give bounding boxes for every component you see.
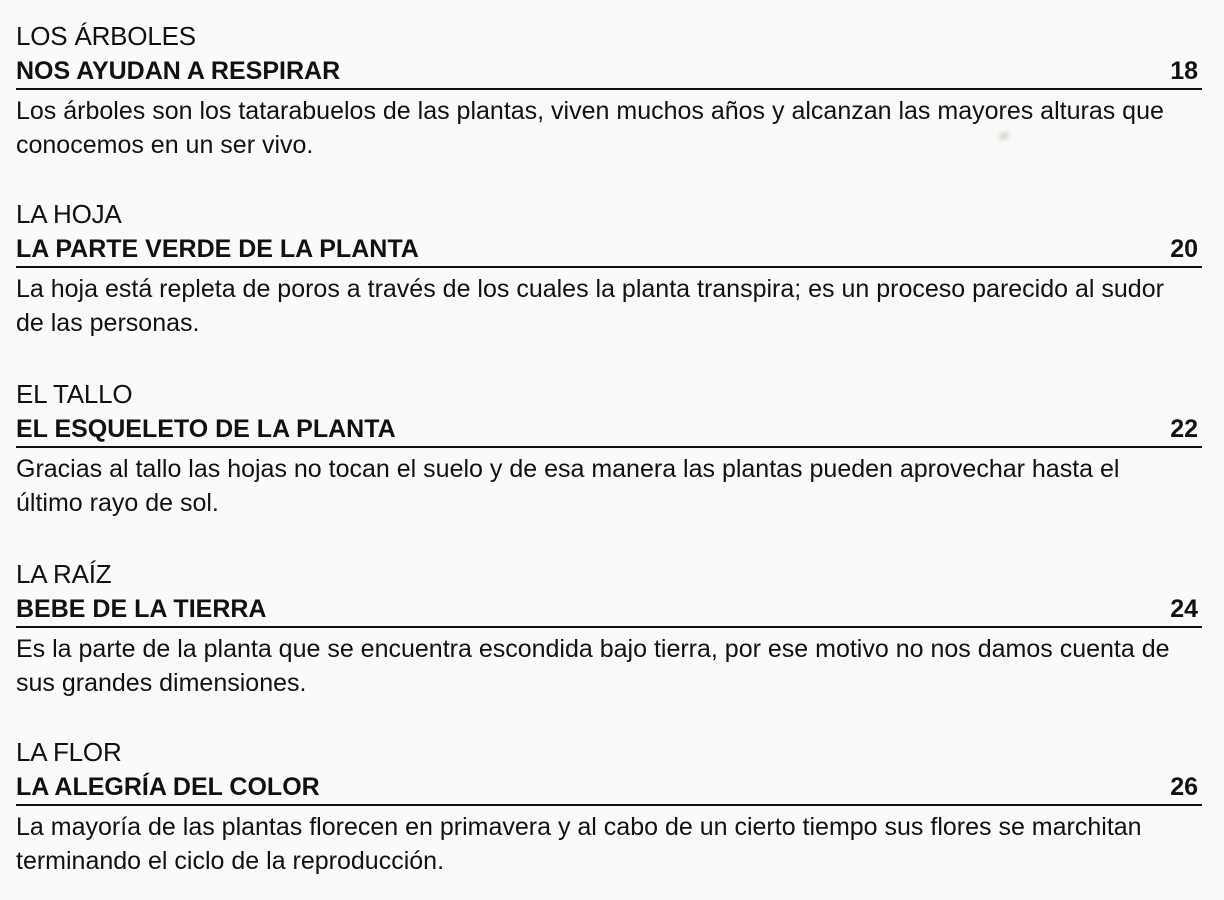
toc-entry-root (16, 558, 1202, 700)
section-page-number: 20 (1170, 235, 1198, 263)
section-heading-row (16, 768, 1202, 806)
section-page-number: 18 (1170, 57, 1198, 85)
section-heading-row (16, 230, 1202, 268)
section-description: Gracias al tallo las hojas no tocan el suelo y de esa manera las plantas pueden aprovechar hasta el último rayo de sol. (16, 455, 1120, 517)
toc-entry-flower (16, 736, 1202, 878)
section-kicker: LA FLOR (16, 737, 122, 767)
section-headline: LA ALEGRÍA DEL COLOR (16, 773, 320, 801)
section-description: Es la parte de la planta que se encuentra escondida bajo tierra, por ese motivo no nos damos cuenta de sus grandes dimensiones. (16, 635, 1170, 697)
section-heading-row (16, 410, 1202, 448)
section-headline: NOS AYUDAN A RESPIRAR (16, 57, 341, 85)
section-headline: LA PARTE VERDE DE LA PLANTA (16, 235, 419, 263)
section-description: La hoja está repleta de poros a través de los cuales la planta transpira; es un proceso parecido al sudor de las personas. (16, 275, 1164, 337)
toc-entry-stem (16, 378, 1202, 520)
section-headline: BEBE DE LA TIERRA (16, 595, 267, 623)
toc-entry-leaf (16, 198, 1202, 340)
section-page-number: 26 (1170, 773, 1198, 801)
section-heading-row (16, 52, 1202, 90)
section-headline: EL ESQUELETO DE LA PLANTA (16, 415, 396, 443)
section-kicker: LOS ÁRBOLES (16, 21, 196, 51)
section-description: Los árboles son los tatarabuelos de las plantas, viven muchos años y alcanzan las mayores alturas que conocemos en un ser vivo. (16, 97, 1164, 159)
toc-entry-trees (16, 20, 1202, 162)
section-page-number: 22 (1170, 415, 1198, 443)
section-description: La mayoría de las plantas florecen en primavera y al cabo de un cierto tiempo sus flores se marchitan terminando el ciclo de la reproducción. (16, 813, 1142, 875)
section-kicker: LA HOJA (16, 199, 122, 229)
section-kicker: LA RAÍZ (16, 559, 112, 589)
section-page-number: 24 (1170, 595, 1198, 623)
section-kicker: EL TALLO (16, 379, 133, 409)
section-heading-row (16, 590, 1202, 628)
